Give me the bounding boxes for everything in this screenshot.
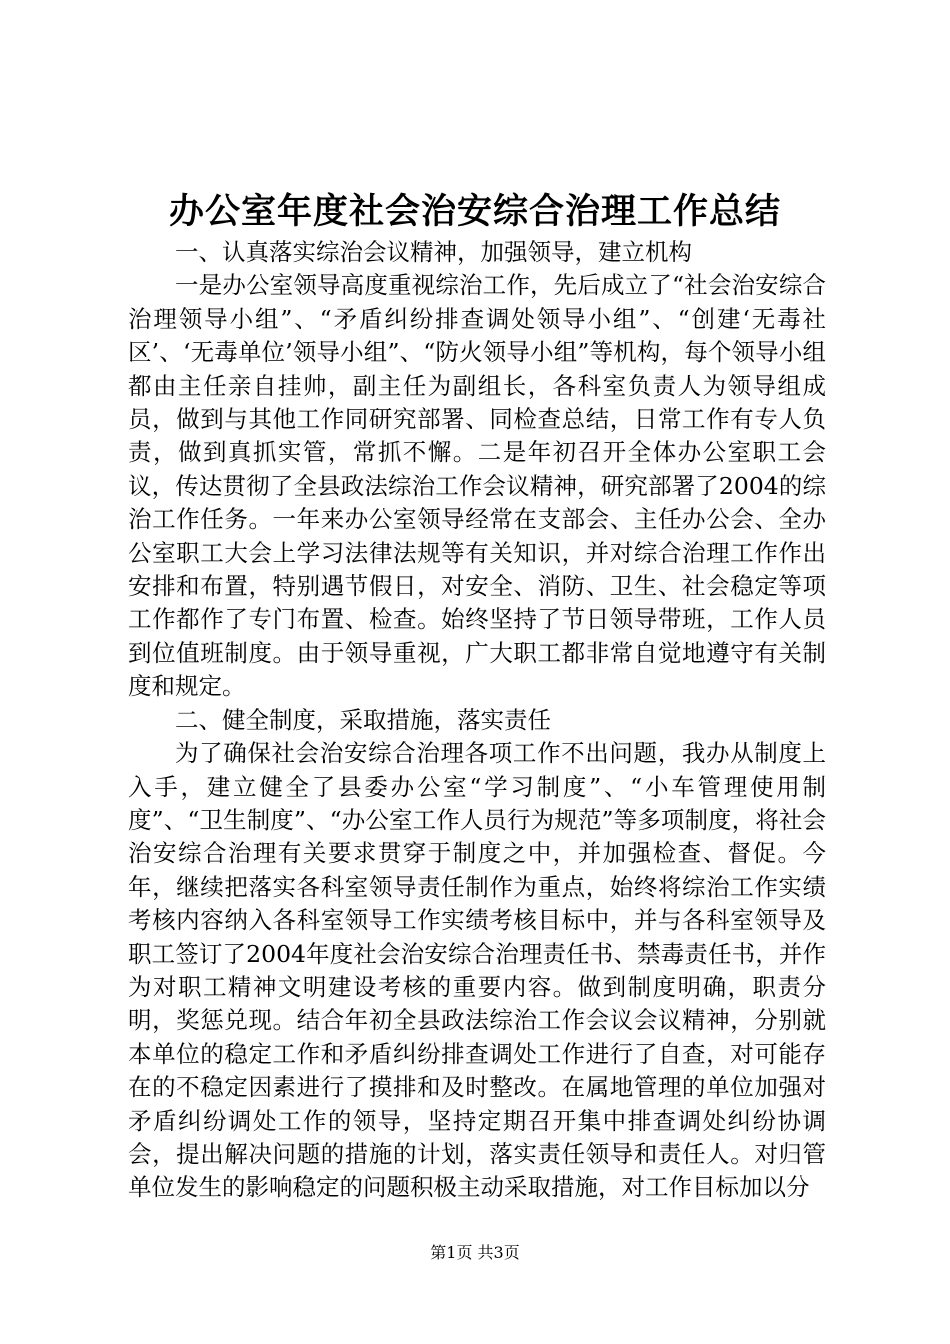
section-heading-1: 一、认真落实综治会议精神，加强领导，建立机构 xyxy=(175,238,692,266)
paragraph-1: 一是办公室领导高度重视综治工作，先后成立了“社会治安综合治理领导小组”、“矛盾纠纷排查调处领导小组”、“创建‘无毒社区’、‘无毒单位’领导小组”、“防火领导小组”等机构，每个领导小组都由主任亲自挂帅，副主任为副组长，各科室负责人为领导组成员，做到与其他工作同研究部署、同检查总结，日常工作有专人负责，做到真抓实管，常抓不懈。二是年初召开全体办公室职工会议，传达贯彻了全县政法综治工作会议精神，研究部署了2004的综治工作任务。一年来办公室领导经常在支部会、主任办公会、全办公室职工大会上学习法律法规等有关知识，并对综合治理工作作出安排和布置，特别遇节假日，对安全、消防、卫生、社会稳定等项工作都作了专门布置、检查。始终坚持了节日领导带班，工作人员到位值班制度。由于领导重视，广大职工都非常自觉地遵守有关制度和规定。 xyxy=(128,271,826,701)
paragraph-2: 为了确保社会治安综合治理各项工作不出问题，我办从制度上入手，建立健全了县委办公室“学习制度”、“小车管理使用制度”、“卫生制度”、“办公室工作人员行为规范”等多项制度，将社会治安综合治理有关要求贯穿于制度之中，并加强检查、督促。今年，继续把落实各科室领导责任制作为重点，始终将综治工作实绩考核内容纳入各科室领导工作实绩考核目标中，并与各科室领导及职工签订了2004年度社会治安综合治理责任书、禁毒责任书，并作为对职工精神文明建设考核的重要内容。做到制度明确，职责分明，奖惩兑现。结合年初全县政法综治工作会议会议精神，分别就本单位的稳定工作和矛盾纠纷排查调处工作进行了自查，对可能存在的不稳定因素进行了摸排和及时整改。在属地管理的单位加强对矛盾纠纷调处工作的领导，坚持定期召开集中排查调处纠纷协调会，提出解决问题的措施的计划，落实责任领导和责任人。对归管单位发生的影响稳定的问题积极主动采取措施，对工作目标加以分 xyxy=(128,739,826,1202)
document-title: 办公室年度社会治安综合治理工作总结 xyxy=(168,191,781,232)
section-heading-2: 二、健全制度，采取措施，落实责任 xyxy=(175,705,551,734)
document-body xyxy=(128,236,826,1205)
page-footer: 第1页 共3页 xyxy=(430,1243,520,1262)
